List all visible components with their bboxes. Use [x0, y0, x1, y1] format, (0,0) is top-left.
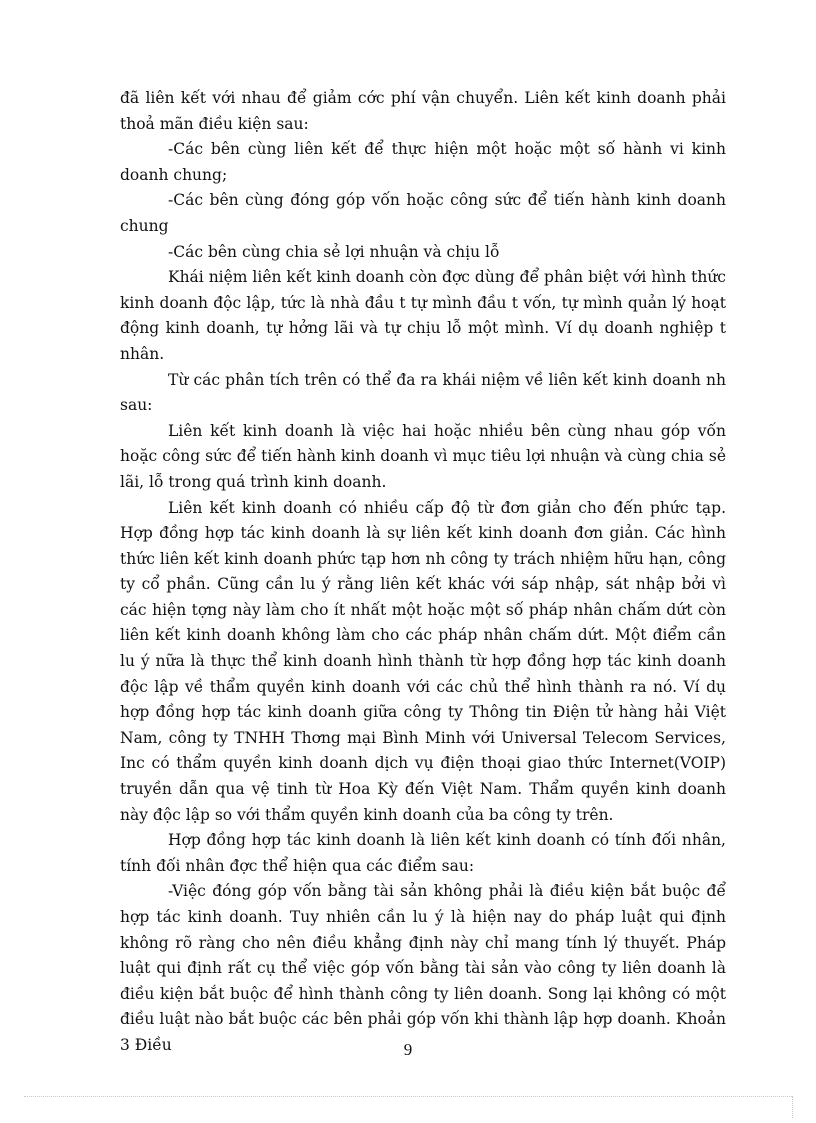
paragraph: -Việc đóng góp vốn bằng tài sản không phải là điều kiện bắt buộc để hợp tác kinh doanh. Tuy nhiên cần lu ý là hiện nay do pháp luật qui định không rõ ràng cho nên điều khẳng định này chỉ mang tính lý thuyết. Pháp luật qui định rất cụ thể việc góp vốn bằng tài sản vào công ty liên doanh là điều kiện bắt buộc để hình thành công ty liên doanh. Song lại không có một điều luật nào bắt buộc các bên phải góp vốn khi thành lập hợp doanh. Khoản 3 Điều — [120, 882, 726, 1054]
paragraph: Từ các phân tích trên có thể đa ra khái niệm về liên kết kinh doanh nh sau: — [120, 370, 726, 415]
paragraph: -Các bên cùng liên kết để thực hiện một hoặc một số hành vi kinh doanh chung; — [120, 140, 726, 184]
page-boundary-divider — [24, 1096, 792, 1097]
paragraph: Hợp đồng hợp tác kinh doanh là liên kết kinh doanh có tính đối nhân, tính đối nhân đợc thể hiện qua các điểm sau: — [120, 831, 726, 875]
page-number: 9 — [403, 1040, 413, 1059]
paragraph: -Các bên cùng đóng góp vốn hoặc công sức để tiến hành kinh doanh chung — [120, 191, 726, 235]
paragraph: Khái niệm liên kết kinh doanh còn đợc dùng để phân biệt với hình thức kinh doanh độc lập, tức là nhà đầu t tự mình đầu t vốn, tự mình quản lý hoạt động kinh doanh, tự hởng lãi và tự chịu lỗ một mình. Ví dụ doanh nghiệp t nhân. — [120, 268, 726, 363]
paragraph: Liên kết kinh doanh có nhiều cấp độ từ đơn giản cho đến phức tạp. Hợp đồng hợp tác kinh doanh là sự liên kết kinh doanh đơn giản. Các hình thức liên kết kinh doanh phức tạp hơn nh công ty trách nhiệm hữu hạn, công ty cổ phần. Cũng cần lu ý rằng liên kết khác với sáp nhập, sát nhập bởi vì các hiện tợng này làm cho ít nhất một hoặc một số pháp nhân chấm dứt còn liên kết kinh doanh không làm cho các pháp nhân chấm dứt. Một điểm cần lu ý nữa là thực thể kinh doanh hình thành từ hợp đồng hợp tác kinh doanh độc lập về thẩm quyền kinh doanh với các chủ thể hình thành ra nó. Ví dụ hợp đồng hợp tác kinh doanh giữa công ty Thông tin Điện tử hàng hải Việt Nam, công ty TNHH Thơng mại Bình Minh với Universal Telecom Services, Inc có thẩm quyền kinh doanh dịch vụ điện thoại giao thức Internet(VOIP) truyền dẫn qua vệ tinh từ Hoa Kỳ đến Việt Nam. Thẩm quyền kinh doanh này độc lập so với thẩm quyền kinh doanh của ba công ty trên. — [120, 498, 726, 824]
paragraph: -Các bên cùng chia sẻ lợi nhuận và chịu lỗ — [168, 242, 500, 261]
body-text — [120, 86, 726, 1059]
page-boundary-divider-vertical — [792, 1096, 793, 1118]
paragraph: đã liên kết với nhau để giảm cớc phí vận chuyển. Liên kết kinh doanh phải thoả mãn điều kiện sau: — [120, 89, 726, 133]
paragraph: Liên kết kinh doanh là việc hai hoặc nhiều bên cùng nhau góp vốn hoặc công sức để tiến hành kinh doanh vì mục tiêu lợi nhuận và cùng chia sẻ lãi, lỗ trong quá trình kinh doanh. — [120, 421, 726, 491]
